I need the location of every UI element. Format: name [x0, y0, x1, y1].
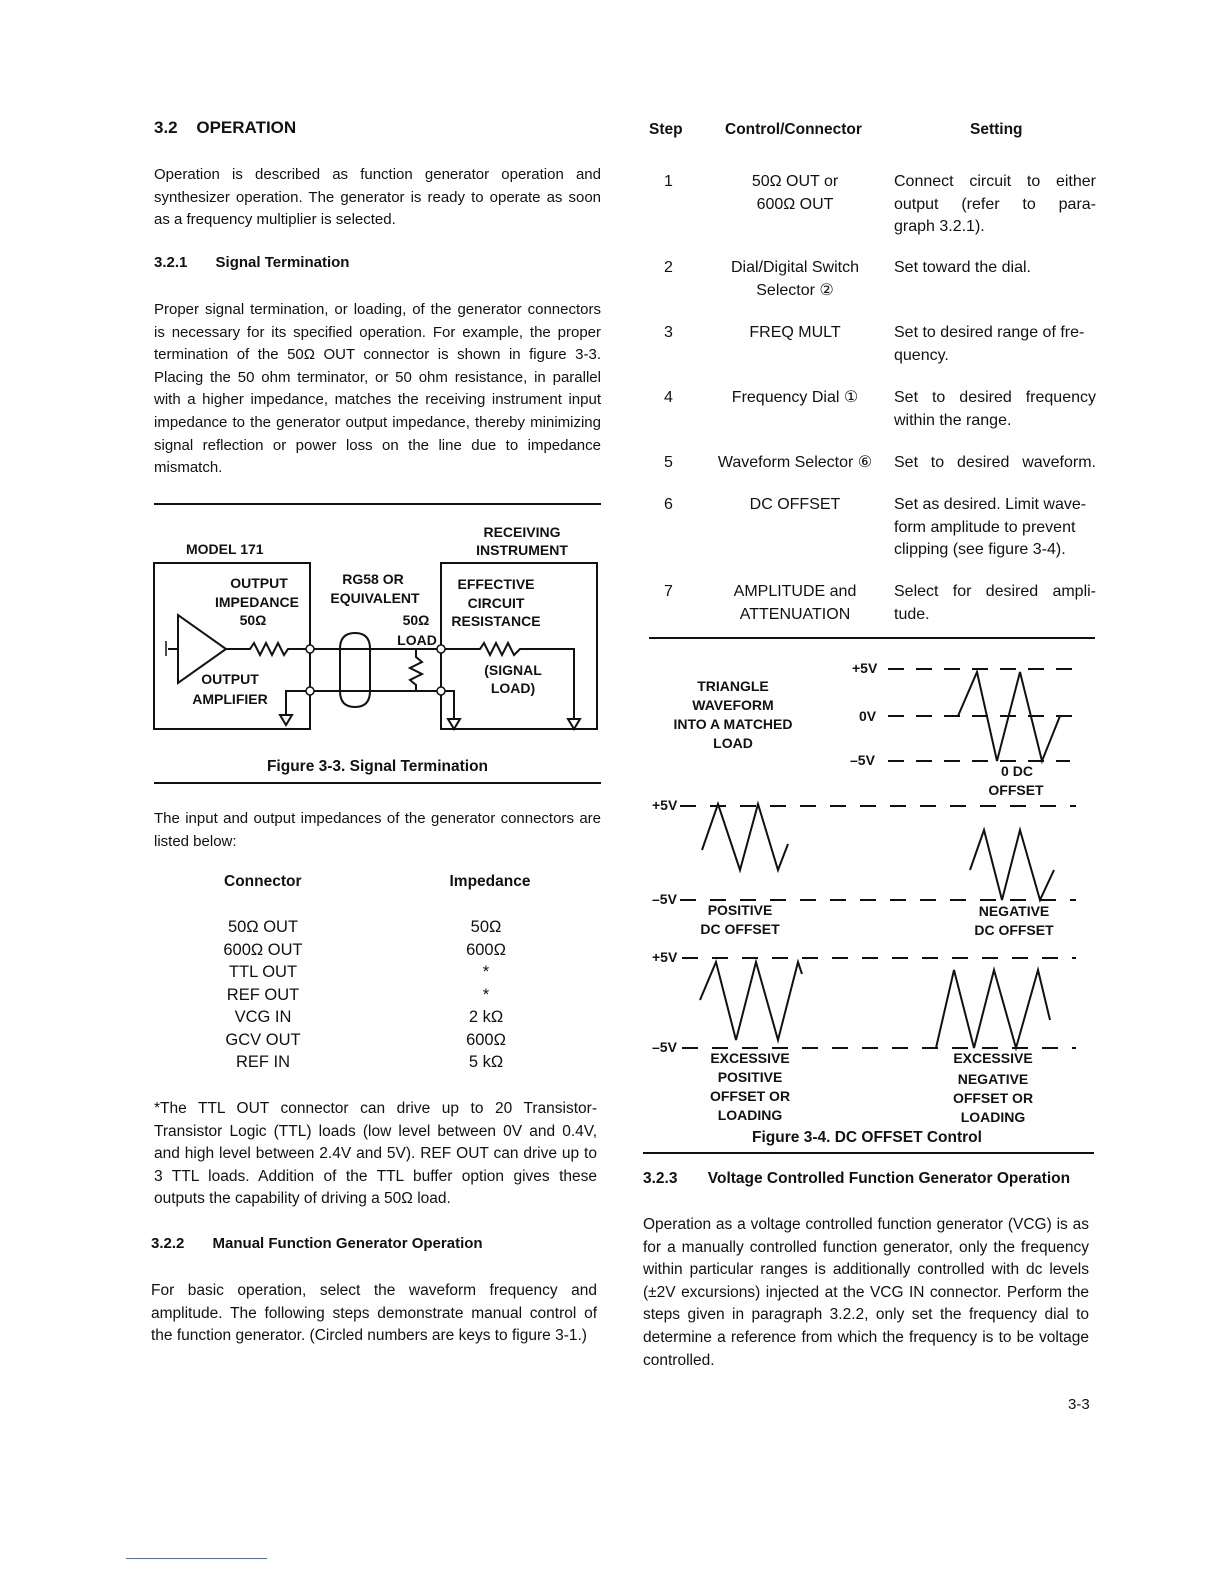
- fig-text: OFFSET OR: [952, 1090, 1034, 1106]
- ttl-footnote: *The TTL OUT connector can drive up to 20 Transistor-Transistor Logic (TTL) loads (low level between 0V and 0.4V, and high level between 2.4V and 5V). REF OUT can drive up to 3 TTL loads. Addition of the TTL buffer option gives these outputs the capability of driving a 50Ω load.: [154, 1100, 597, 1208]
- fig-text: LOAD: [397, 632, 437, 648]
- fig-text: OUTPUT: [201, 671, 259, 687]
- cell-line: 50Ω OUT or: [751, 173, 839, 190]
- fig-text: WAVEFORM: [692, 697, 774, 713]
- section-3-2-2-heading: [151, 1235, 483, 1252]
- positive-offset-waveform: [702, 804, 788, 870]
- step-number: 6: [664, 496, 673, 513]
- fig-text: AMPLIFIER: [192, 691, 268, 707]
- fig-text: (SIGNAL: [484, 662, 542, 678]
- table-cell: 600Ω: [466, 1030, 506, 1049]
- connector-column: [204, 916, 322, 1074]
- section-3-2-1-heading: [154, 254, 349, 271]
- step-number: 1: [664, 173, 673, 190]
- fig-text: EQUIVALENT: [330, 590, 420, 606]
- fig-text: NEGATIVE: [978, 903, 1050, 919]
- step-number: 2: [664, 259, 673, 276]
- cell-line: Set toward the dial.: [894, 259, 1031, 276]
- setting-cell: [894, 452, 1096, 475]
- fig-text: IMPEDANCE: [214, 594, 300, 610]
- table-cell: GCV OUT: [225, 1030, 301, 1049]
- section-title: Manual Function Generator Operation: [212, 1235, 483, 1252]
- cell-line: Connect circuit to either: [894, 173, 1096, 190]
- fig-text: OUTPUT: [230, 575, 288, 591]
- setting-cell: [894, 322, 1096, 367]
- ground-symbol: [280, 715, 292, 725]
- fig-text: +5V: [652, 797, 678, 813]
- fig-text: EXCESSIVE: [953, 1050, 1033, 1066]
- negative-offset-waveform: [970, 830, 1054, 900]
- control-cell: [700, 322, 890, 345]
- fig-text: –5V: [652, 1039, 677, 1055]
- step-number: 3: [664, 324, 673, 341]
- fig-text: RECEIVING: [483, 524, 561, 540]
- fig-text: OFFSET: [988, 782, 1044, 798]
- fig-text: EXCESSIVE: [710, 1050, 790, 1066]
- fig-text: DC OFFSET: [700, 921, 780, 937]
- section-number: 3.2: [154, 118, 178, 137]
- fig-text: INSTRUMENT: [476, 542, 568, 558]
- manual-paragraph: For basic operation, select the waveform frequency and amplitude. The following steps demonstrate manual control of the function generator. (Circled numbers are keys to figure 3-1.): [151, 1282, 597, 1345]
- control-cell: [700, 494, 890, 517]
- setting-header: Setting: [970, 121, 1023, 138]
- link-underline: [126, 1558, 267, 1559]
- setting-cell: [894, 387, 1096, 432]
- fig-text: CIRCUIT: [467, 595, 525, 611]
- cell-line: Frequency Dial ①: [731, 389, 859, 406]
- cell-line: FREQ MULT: [749, 324, 841, 341]
- table-cell: REF IN: [235, 1053, 291, 1071]
- table-cell: VCG IN: [234, 1008, 292, 1026]
- fig-text: NEGATIVE: [957, 1071, 1029, 1087]
- fig-text: +5V: [852, 660, 878, 676]
- control-cell: [700, 452, 890, 475]
- setting-cell: [894, 171, 1096, 239]
- section-title: Signal Termination: [215, 254, 350, 271]
- fig-text: DC OFFSET: [974, 922, 1054, 938]
- table-cell: *: [482, 963, 490, 981]
- fig-text: LOAD: [713, 735, 753, 751]
- fig-text: POSITIVE: [717, 1069, 783, 1085]
- table-cell: TTL OUT: [228, 963, 298, 981]
- section-number: 3.2.2: [151, 1235, 185, 1252]
- fig-text: +5V: [652, 949, 678, 965]
- section-title: OPERATION: [196, 118, 297, 137]
- figure-3-4-diagram: [640, 650, 1100, 1128]
- fig-text: EFFECTIVE: [457, 576, 535, 592]
- fig-text: LOADING: [717, 1107, 783, 1123]
- impedance-column: [430, 916, 542, 1074]
- divider: [643, 1152, 1094, 1154]
- control-cell: [700, 581, 890, 626]
- section-title: Voltage Controlled Function Generator Operation: [707, 1170, 1071, 1187]
- fig-text: LOADING: [960, 1109, 1026, 1125]
- excessive-positive-waveform: [700, 962, 802, 1040]
- intro-paragraph: Operation is described as function generator operation and synthesizer operation. The generator is ready to operate as soon as a frequency multiplier is selected.: [154, 166, 601, 229]
- setting-cell: [894, 494, 1096, 562]
- figure-3-4-caption: Figure 3-4. DC OFFSET Control: [752, 1129, 982, 1146]
- divider: [649, 637, 1095, 639]
- step-number: 4: [664, 389, 673, 406]
- cell-line: graph 3.2.1).: [894, 218, 985, 235]
- figure-3-3-caption: Figure 3-3. Signal Termination: [266, 758, 489, 775]
- cell-line: Dial/Digital Switch: [730, 259, 860, 276]
- table-cell: 600Ω: [466, 940, 506, 959]
- fig-text: TRIANGLE: [697, 678, 769, 694]
- fig-text: MODEL 171: [186, 541, 264, 557]
- section-3-2-heading: [154, 118, 296, 138]
- table-cell: 5 kΩ: [468, 1053, 504, 1071]
- table-cell: 600Ω OUT: [223, 940, 303, 959]
- fig-text: –5V: [652, 891, 677, 907]
- cell-line: Set as desired. Limit wave-: [894, 496, 1087, 513]
- section-number: 3.2.3: [643, 1170, 678, 1187]
- control-cell: [700, 257, 890, 302]
- fig-text: OFFSET OR: [709, 1088, 791, 1104]
- cell-line: Set to desired frequency: [894, 389, 1096, 406]
- cell-line: Waveform Selector ⑥: [717, 454, 873, 471]
- impedance-header: Impedance: [449, 873, 531, 890]
- fig-text: 0V: [859, 708, 877, 724]
- vcg-paragraph: Operation as a voltage controlled function generator (VCG) is as for a manually controlled function generator, only the frequency within particular ranges is additionally controlled with dc levels (±2V excursions) injected at the VCG IN connector. Perform the steps given in paragraph 3.2.2, only set the frequency dial to determine a reference from which the frequency is to be voltage controlled.: [643, 1216, 1089, 1369]
- cell-line: quency.: [894, 346, 949, 364]
- fig-text: 50Ω: [402, 612, 430, 628]
- cell-line: output (refer to para-: [894, 195, 1096, 213]
- cell-line: within the range.: [894, 411, 1012, 429]
- control-header: Control/Connector: [725, 121, 862, 138]
- cell-line: Set to desired range of fre-: [894, 324, 1085, 341]
- cell-line: AMPLITUDE and: [733, 583, 857, 600]
- cell-line: 600Ω OUT: [756, 195, 834, 213]
- impedance-intro: The input and output impedances of the generator connectors are listed below:: [154, 810, 601, 850]
- fig-text: POSITIVE: [707, 902, 773, 918]
- divider: [154, 503, 601, 505]
- table-cell: 2 kΩ: [468, 1008, 504, 1026]
- connector-header: Connector: [224, 873, 302, 890]
- load-resistor: [410, 649, 422, 691]
- table-cell: *: [482, 985, 490, 1004]
- step-number: 5: [664, 454, 673, 471]
- cell-line: Select for desired ampli-: [894, 583, 1096, 600]
- control-cell: [700, 171, 890, 216]
- fig-text: LOAD): [490, 680, 536, 696]
- cell-line: form amplitude to prevent: [894, 518, 1076, 536]
- setting-cell: [894, 581, 1096, 626]
- cell-line: ATTENUATION: [739, 605, 851, 623]
- setting-cell: [894, 257, 1096, 280]
- step-number: 7: [664, 583, 673, 600]
- fig-text: RESISTANCE: [451, 613, 541, 629]
- page-number: 3-3: [1068, 1396, 1090, 1413]
- table-cell: 50Ω: [470, 918, 502, 936]
- fig-text: 50Ω: [239, 612, 267, 628]
- table-cell: REF OUT: [226, 985, 300, 1004]
- step-header: Step: [649, 121, 683, 138]
- control-cell: [700, 387, 890, 410]
- fig-text: 0 DC: [1001, 763, 1033, 779]
- figure-3-3-diagram: [140, 515, 610, 745]
- excessive-negative-waveform: [936, 970, 1050, 1048]
- output-resistor: [226, 643, 310, 655]
- cell-line: tude.: [894, 605, 930, 623]
- fig-text: INTO A MATCHED: [673, 716, 793, 732]
- cell-line: clipping (see figure 3-4).: [894, 541, 1066, 558]
- table-cell: 50Ω OUT: [227, 918, 299, 936]
- divider: [154, 782, 601, 784]
- section-3-2-3-heading: [643, 1170, 1070, 1188]
- section-number: 3.2.1: [154, 254, 188, 271]
- fig-text: –5V: [850, 752, 875, 768]
- cell-line: Selector ②: [756, 281, 834, 299]
- cell-line: Set to desired waveform.: [894, 454, 1096, 471]
- termination-paragraph: Proper signal termination, or loading, of the generator connectors is necessary for its specified operation. For example, the proper termination of the 50Ω OUT connector is shown in figure 3-3. Placing the 50 ohm terminator, or 50 ohm resistance, in parallel with a higher impedance, matches the receiving instrument input impedance to the generator output impedance, thereby minimizing signal reflection or power loss on the line due to impedance mismatch.: [154, 301, 601, 477]
- coax-cable: [340, 633, 370, 707]
- fig-text: RG58 OR: [342, 571, 404, 587]
- cell-line: DC OFFSET: [749, 496, 841, 513]
